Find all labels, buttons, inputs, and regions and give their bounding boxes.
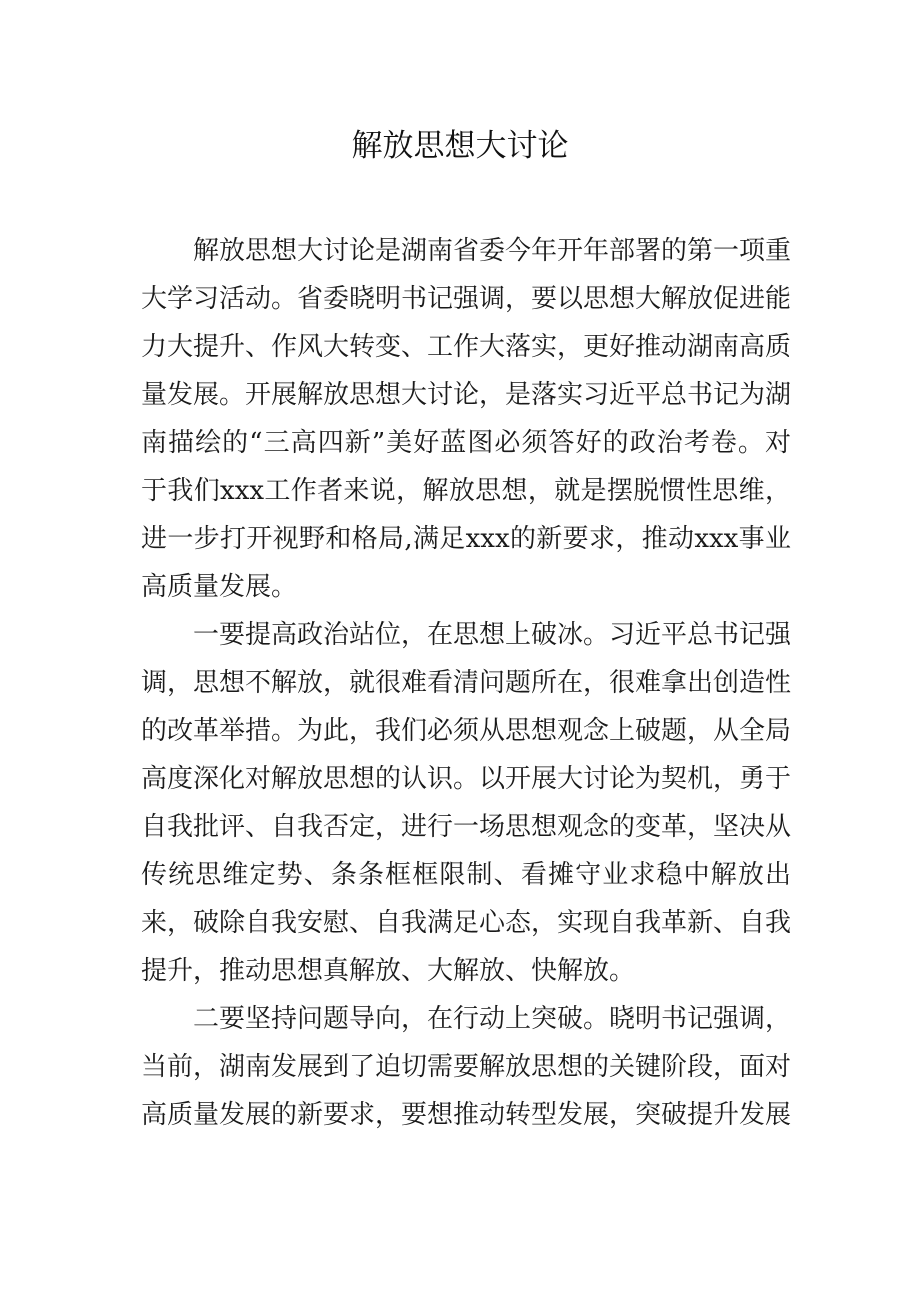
- paragraph-point-one: 一要提高政治站位，在思想上破冰。习近平总书记强调，思想不解放，就很难看清问题所在，很难拿出创造性的改革举措。为此，我们必须从思想观念上破题，从全局高度深化对解放思想的认识。以开展大讨论为契机，勇于自我批评、自我否定，进行一场思想观念的变革，坚决从传统思维定势、条条框框限制、看摊守业求稳中解放出来，破除自我安慰、自我满足心态，实现自我革新、自我提升，推动思想真解放、大解放、快解放。: [141, 620, 792, 986]
- document-body: [141, 227, 791, 1139]
- document-title: 解放思想大讨论: [351, 128, 569, 164]
- paragraph-intro: 解放思想大讨论是湖南省委今年开年部署的第一项重大学习活动。省委晓明书记强调，要以思想大解放促进能力大提升、作风大转变、工作大落实，更好推动湖南高质量发展。开展解放思想大讨论，是落实习近平总书记为湖南描绘的“三高四新”美好蓝图必须答好的政治考卷。对于我们xxx工作者来说，解放思想，就是摆脱惯性思维，进一步打开视野和格局,满足xxx的新要求，推动xxx事业高质量发展。: [141, 236, 792, 602]
- paragraph-point-two: 二要坚持问题导向，在行动上突破。晓明书记强调，当前，湖南发展到了迫切需要解放思想的关键阶段，面对高质量发展的新要求，要想推动转型发展，突破提升发展: [141, 1004, 792, 1130]
